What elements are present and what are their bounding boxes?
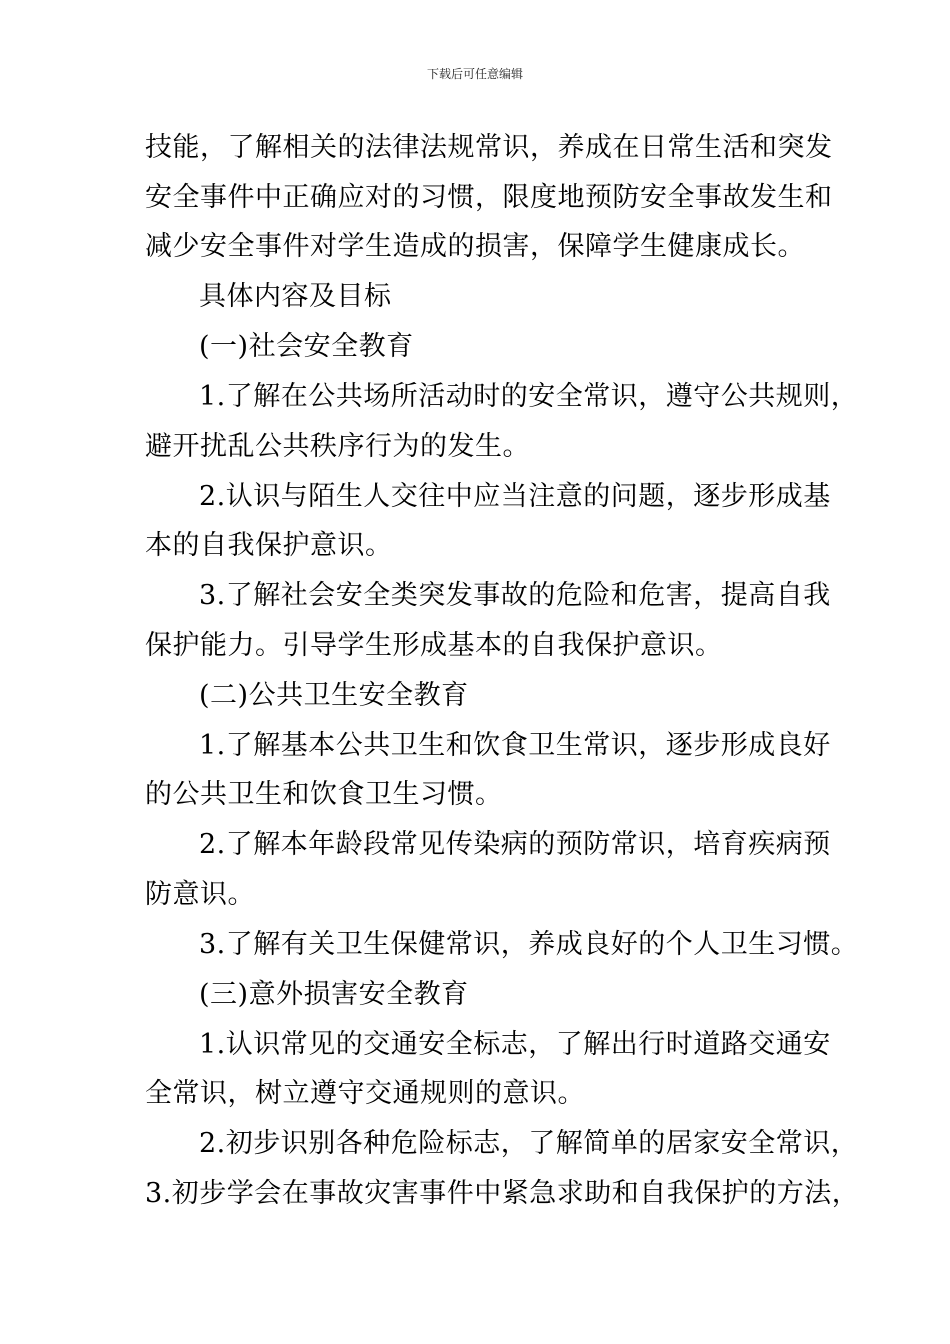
paragraph-line: 2.初步识别各种危险标志，了解简单的居家安全常识， (199, 1128, 859, 1159)
paragraph-line: 防意识。 (145, 879, 255, 910)
paragraph-line: 的公共卫生和饮食卫生习惯。 (145, 779, 503, 810)
paragraph-line: 技能，了解相关的法律法规常识，养成在日常生活和突发 (145, 132, 833, 163)
paragraph-line: 2.认识与陌生人交往中应当注意的问题，逐步形成基 (199, 481, 831, 512)
paragraph-line: 3.了解有关卫生保健常识，养成良好的个人卫生习惯。 (199, 929, 859, 960)
paragraph-line: 保护能力。引导学生形成基本的自我保护意识。 (145, 630, 723, 661)
paragraph-line: 全常识，树立遵守交通规则的意识。 (145, 1078, 585, 1109)
paragraph-line: 2.了解本年龄段常见传染病的预防常识，培育疾病预 (199, 829, 831, 860)
section-heading: (一)社会安全教育 (199, 331, 414, 362)
paragraph-line: 减少安全事件对学生造成的损害，保障学生健康成长。 (145, 231, 805, 262)
section-heading: 具体内容及目标 (199, 281, 392, 312)
paragraph-line: 安全事件中正确应对的习惯，限度地预防安全事故发生和 (145, 182, 833, 213)
section-heading: (三)意外损害安全教育 (199, 979, 469, 1010)
paragraph-line: 本的自我保护意识。 (145, 530, 393, 561)
paragraph-line: 3.了解社会安全类突发事故的危险和危害，提高自我 (199, 580, 831, 611)
paragraph-line: 1.了解在公共场所活动时的安全常识，遵守公共规则， (199, 381, 859, 412)
page-header: 下载后可任意编辑 (426, 67, 523, 81)
section-heading: (二)公共卫生安全教育 (199, 680, 469, 711)
paragraph-line: 1.了解基本公共卫生和饮食卫生常识，逐步形成良好 (199, 730, 831, 761)
paragraph-line: 3.初步学会在事故灾害事件中紧急求助和自我保护的方法， (145, 1178, 860, 1209)
paragraph-line: 避开扰乱公共秩序行为的发生。 (145, 431, 530, 462)
paragraph-line: 1.认识常见的交通安全标志，了解出行时道路交通安 (199, 1029, 831, 1060)
